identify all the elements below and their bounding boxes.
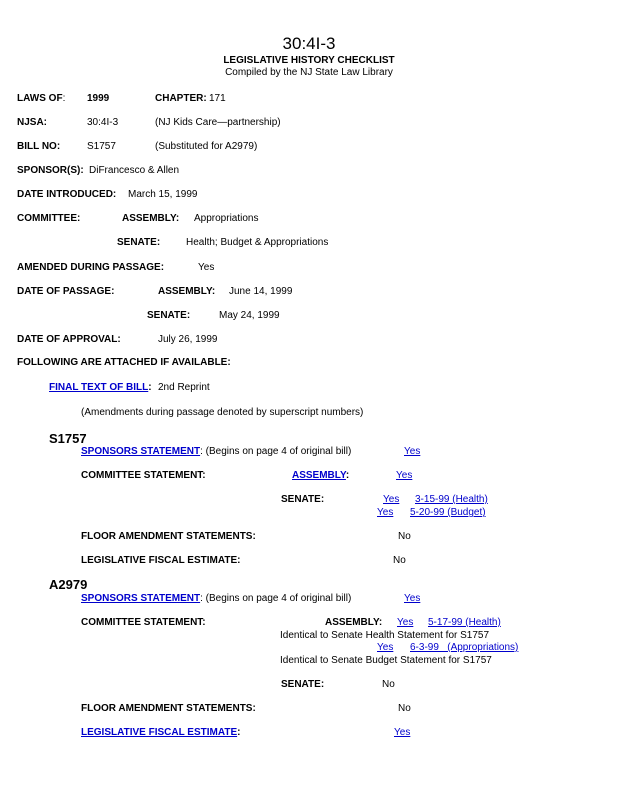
- final-text-note: (Amendments during passage denoted by superscript numbers): [81, 407, 364, 418]
- bill-no-note: (Substituted for A2979): [155, 141, 258, 152]
- a2979-floor-value: No: [398, 703, 411, 714]
- s1757-senate-yes-1[interactable]: Yes: [383, 494, 400, 505]
- s1757-senate-yes-2[interactable]: Yes: [377, 507, 394, 518]
- njsa-note: (NJ Kids Care—partnership): [155, 117, 281, 128]
- amended-value: Yes: [198, 262, 215, 273]
- passage-label: DATE OF PASSAGE:: [17, 286, 115, 297]
- a2979-fiscal-yes-link[interactable]: Yes: [394, 727, 411, 738]
- s1757-assembly-row: [292, 471, 349, 481]
- chapter-value: 171: [209, 93, 226, 104]
- s1757-assembly-colon: :: [345, 470, 350, 481]
- committee-assembly-label: ASSEMBLY:: [122, 213, 180, 224]
- a2979-fiscal-estimate-link[interactable]: LEGISLATIVE FISCAL ESTIMATE: [81, 727, 238, 738]
- s1757-senate-health-link[interactable]: 3-15-99 (Health): [415, 494, 488, 505]
- a2979-sponsors-row: [81, 594, 351, 604]
- laws-of-label: LAWS OF: [17, 93, 63, 104]
- final-text-value: 2nd Reprint: [158, 382, 210, 393]
- final-text-colon: :: [148, 382, 152, 393]
- a2979-assembly-yes-1[interactable]: Yes: [397, 617, 414, 628]
- compiled-by: Compiled by the NJ State Law Library: [225, 67, 393, 78]
- a2979-committee-label: COMMITTEE STATEMENT:: [81, 617, 206, 628]
- committee-assembly-value: Appropriations: [194, 213, 259, 224]
- passage-assembly-label: ASSEMBLY:: [158, 286, 216, 297]
- a2979-assembly-note-1: Identical to Senate Health Statement for S1757: [280, 630, 490, 641]
- checklist-subtitle: LEGISLATIVE HISTORY CHECKLIST: [223, 55, 395, 66]
- s1757-assembly-yes-link[interactable]: Yes: [396, 470, 413, 481]
- s1757-assembly-link[interactable]: ASSEMBLY: [292, 470, 346, 481]
- a2979-heading: A2979: [49, 577, 88, 592]
- s1757-sponsors-row: [81, 447, 351, 457]
- passage-assembly-value: June 14, 1999: [229, 286, 293, 297]
- approval-label: DATE OF APPROVAL:: [17, 334, 121, 345]
- a2979-floor-label: FLOOR AMENDMENT STATEMENTS:: [81, 703, 256, 714]
- a2979-sponsors-yes-link[interactable]: Yes: [404, 593, 421, 604]
- a2979-sponsors-note: : (Begins on page 4 of original bill): [200, 593, 352, 604]
- s1757-sponsors-note: : (Begins on page 4 of original bill): [200, 446, 352, 457]
- passage-senate-value: May 24, 1999: [219, 310, 280, 321]
- final-text-link[interactable]: FINAL TEXT OF BILL: [49, 382, 149, 393]
- s1757-senate-label: SENATE:: [281, 494, 325, 505]
- s1757-fiscal-label: LEGISLATIVE FISCAL ESTIMATE:: [81, 555, 241, 566]
- amended-label: AMENDED DURING PASSAGE:: [17, 262, 165, 273]
- s1757-senate-budget-link[interactable]: 5-20-99 (Budget): [410, 507, 486, 518]
- laws-of-year: 1999: [87, 93, 110, 104]
- s1757-sponsors-statement-link[interactable]: SPONSORS STATEMENT: [81, 446, 201, 457]
- s1757-sponsors-yes-link[interactable]: Yes: [404, 446, 421, 457]
- committee-senate-value: Health; Budget & Appropriations: [186, 237, 329, 248]
- date-introduced-label: DATE INTRODUCED:: [17, 189, 117, 200]
- bill-no-label: BILL NO:: [17, 141, 61, 152]
- a2979-fiscal-row: [81, 728, 240, 738]
- a2979-assembly-appropriations-link[interactable]: 6-3-99 (Appropriations): [410, 642, 519, 653]
- chapter-label: CHAPTER:: [155, 93, 207, 104]
- laws-of-colon: :: [62, 93, 66, 104]
- a2979-fiscal-colon: :: [237, 727, 241, 738]
- njsa-label: NJSA:: [17, 117, 48, 128]
- a2979-assembly-health-link[interactable]: 5-17-99 (Health): [428, 617, 501, 628]
- committee-senate-label: SENATE:: [117, 237, 161, 248]
- a2979-assembly-note-2: Identical to Senate Budget Statement for S1757: [280, 655, 492, 666]
- njsa-value: 30:4I-3: [87, 117, 119, 128]
- committee-label: COMMITTEE:: [17, 213, 81, 224]
- final-text-row: [49, 383, 152, 393]
- attached-heading: FOLLOWING ARE ATTACHED IF AVAILABLE:: [17, 357, 231, 368]
- s1757-fiscal-value: No: [393, 555, 406, 566]
- s1757-floor-label: FLOOR AMENDMENT STATEMENTS:: [81, 531, 256, 542]
- a2979-senate-label: SENATE:: [281, 679, 325, 690]
- s1757-floor-value: No: [398, 531, 411, 542]
- approval-value: July 26, 1999: [158, 334, 218, 345]
- laws-of-row: [17, 94, 65, 104]
- passage-senate-label: SENATE:: [147, 310, 191, 321]
- sponsors-label: SPONSOR(S):: [17, 165, 84, 176]
- a2979-assembly-yes-2[interactable]: Yes: [377, 642, 394, 653]
- a2979-assembly-label: ASSEMBLY:: [325, 617, 383, 628]
- a2979-senate-value: No: [382, 679, 395, 690]
- s1757-committee-label: COMMITTEE STATEMENT:: [81, 470, 206, 481]
- bill-no-value: S1757: [87, 141, 116, 152]
- page-title: 30:4I-3: [282, 34, 336, 53]
- sponsors-value: DiFrancesco & Allen: [89, 165, 180, 176]
- a2979-sponsors-statement-link[interactable]: SPONSORS STATEMENT: [81, 593, 201, 604]
- date-introduced-value: March 15, 1999: [128, 189, 198, 200]
- s1757-heading: S1757: [49, 431, 87, 446]
